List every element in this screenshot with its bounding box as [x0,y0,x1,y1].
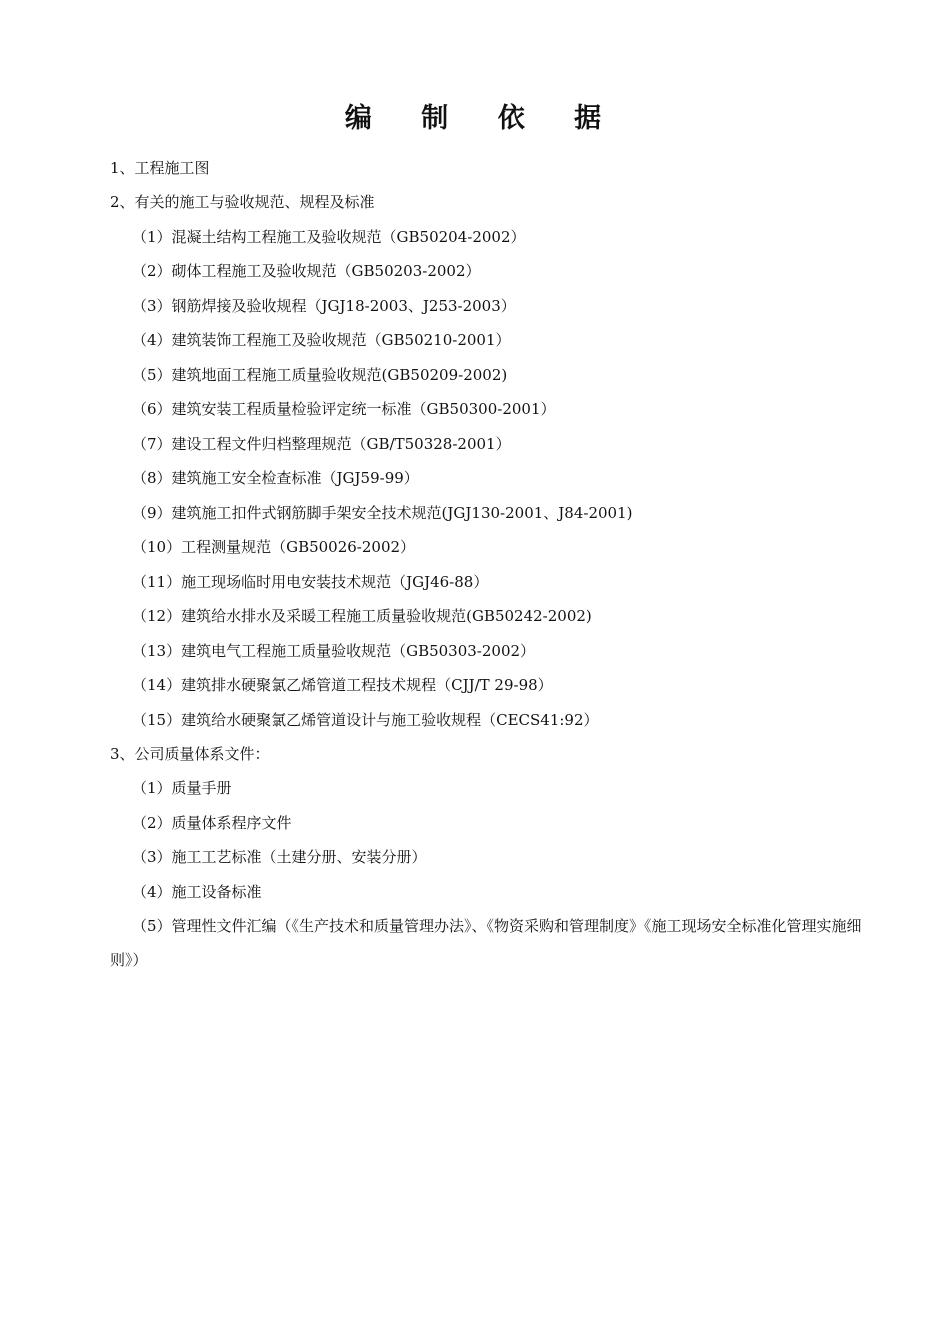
list-item: （9）建筑施工扣件式钢筋脚手架安全技术规范(JGJ130-2001、J84-2001) [132,504,633,522]
page-title: 编 制 依 据 [344,103,622,134]
list-item: （15）建筑给水硬聚氯乙烯管道设计与施工验收规程（CECS41:92） [132,711,599,729]
list-item: （3）钢筋焊接及验收规程（JGJ18-2003、J253-2003） [132,297,516,315]
list-item: （8）建筑施工安全检查标准（JGJ59-99） [132,469,419,487]
section-heading: 3、公司质量体系文件： [110,745,270,763]
list-item: （1）质量手册 [132,779,232,797]
section-heading: 1、工程施工图 [110,159,210,177]
list-item: （14）建筑排水硬聚氯乙烯管道工程技术规程（CJJ/T 29-98） [132,676,553,694]
list-item: （11）施工现场临时用电安装技术规范（JGJ46-88） [132,573,489,591]
list-item: （7）建设工程文件归档整理规范（GB/T50328-2001） [132,435,511,453]
list-item: （2）质量体系程序文件 [132,814,292,832]
list-item: （2）砌体工程施工及验收规范（GB50203-2002） [132,262,481,280]
section-heading: 2、有关的施工与验收规范、规程及标准 [110,193,375,211]
list-item: （12）建筑给水排水及采暖工程施工质量验收规范(GB50242-2002) [132,607,592,625]
list-item: （4）建筑装饰工程施工及验收规范（GB50210-2001） [132,331,511,349]
list-item: （13）建筑电气工程施工质量验收规范（GB50303-2002） [132,642,536,660]
list-item: （4）施工设备标准 [132,883,262,901]
list-item: （10）工程测量规范（GB50026-2002） [132,538,416,556]
list-item: （5）建筑地面工程施工质量验收规范(GB50209-2002) [132,366,508,384]
list-item-wrapped: （5）管理性文件汇编（《生产技术和质量管理办法》、《物资采购和管理制度》《施工现场安全标准化管理实施细则》） [110,917,862,969]
list-item: （1）混凝土结构工程施工及验收规范（GB50204-2002） [132,228,526,246]
list-item: （3）施工工艺标准（土建分册、安装分册） [132,848,427,866]
list-item: （6）建筑安装工程质量检验评定统一标准（GB50300-2001） [132,400,556,418]
